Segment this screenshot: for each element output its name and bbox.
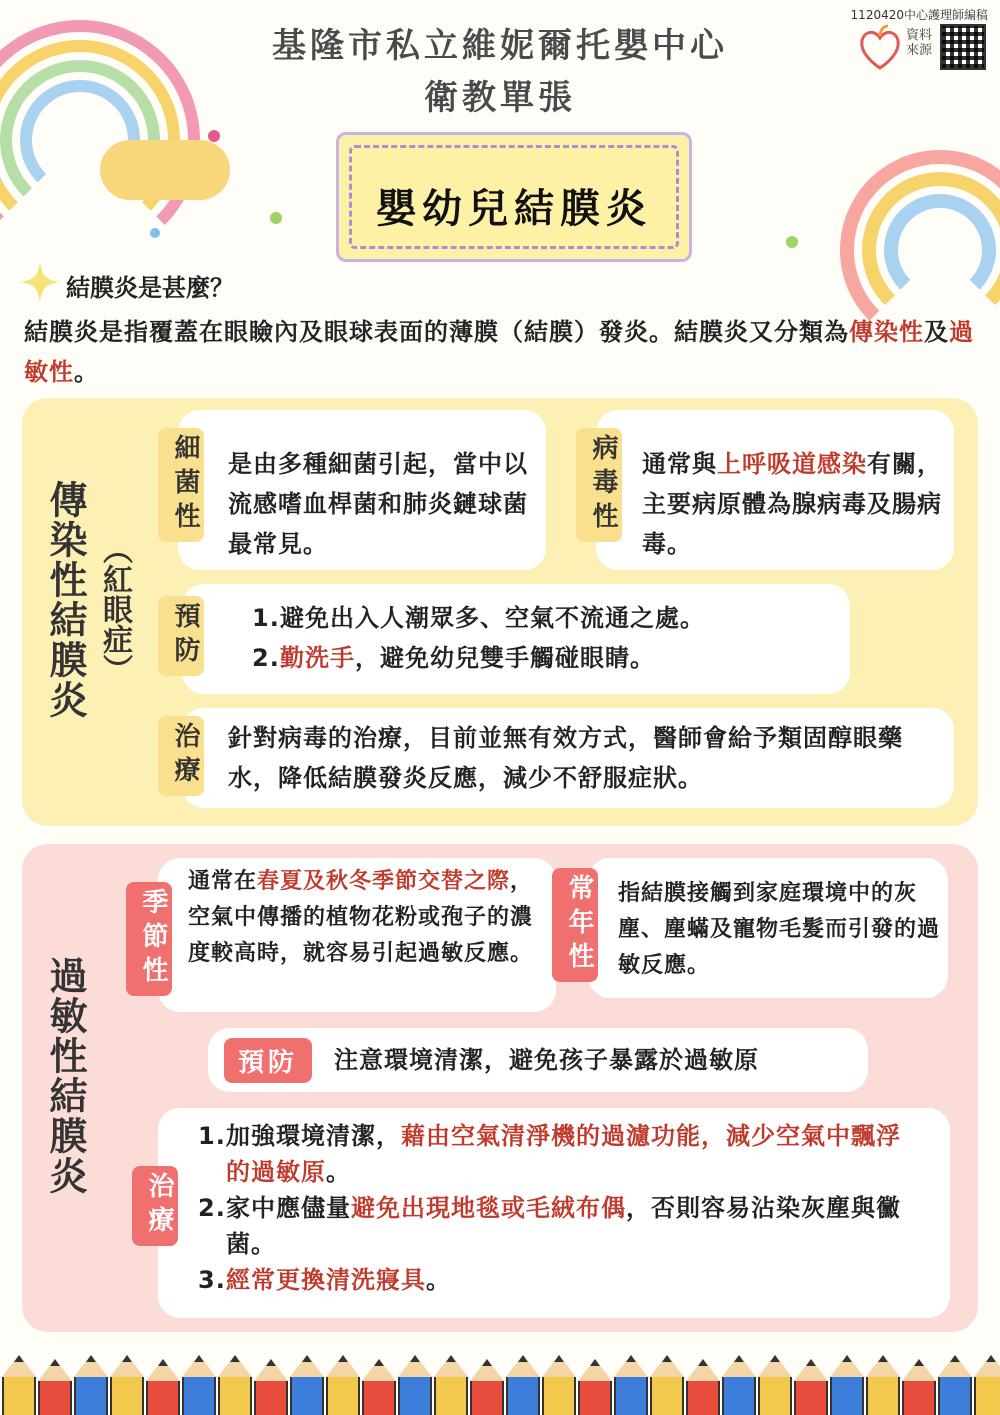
- pencil-icon: [182, 1355, 216, 1415]
- viral-card: [588, 410, 954, 570]
- decor-dot: [150, 228, 160, 238]
- pencil-icon: [2, 1355, 36, 1415]
- intro-paragraph: [24, 312, 974, 392]
- viral-tag: 病毒性: [576, 428, 622, 542]
- sparkle-icon: [20, 262, 60, 302]
- pencil-icon: [38, 1359, 72, 1415]
- allergic-treatment-tag: 治療: [132, 1166, 178, 1246]
- item-text: 家中應儘量: [226, 1194, 351, 1222]
- infectious-treatment-tag: 治療: [158, 716, 204, 796]
- intro-highlight-infectious: 傳染性: [849, 318, 924, 346]
- pencil-icon: [866, 1355, 900, 1415]
- infectious-prevention-card: [170, 584, 850, 694]
- source-block: [858, 24, 988, 80]
- heart-apple-icon: [858, 24, 902, 74]
- allergic-prevention-card: [208, 1028, 868, 1092]
- pencil-icon: [938, 1355, 972, 1415]
- list-item: [198, 1190, 920, 1262]
- infectious-title: 傳染性結膜炎: [43, 480, 87, 720]
- allergic-treatment-list: [198, 1118, 920, 1298]
- list-item: [252, 638, 842, 678]
- decor-dot: [270, 212, 282, 224]
- seasonal-text: [188, 864, 542, 972]
- pencil-icon: [254, 1359, 288, 1415]
- infectious-prevention-tag: 預防: [158, 596, 204, 676]
- pencil-icon: [74, 1355, 108, 1415]
- title-banner: [336, 132, 692, 262]
- intro-text: 結膜炎是指覆蓋在眼瞼內及眼球表面的薄膜（結膜）發炎。結膜炎又分類為: [24, 318, 849, 346]
- item-number: 2.: [252, 644, 280, 672]
- pencil-icon: [722, 1355, 756, 1415]
- pencil-icon: [290, 1355, 324, 1415]
- perennial-tag: 常年性: [552, 868, 598, 982]
- allergic-title: 過敏性結膜炎: [43, 956, 87, 1196]
- pencil-icon: [578, 1359, 612, 1415]
- item-number: 3.: [198, 1266, 226, 1294]
- intro-text: 及: [924, 318, 949, 346]
- pencil-icon: [146, 1359, 180, 1415]
- intro-heading: 結膜炎是甚麼？: [66, 274, 234, 302]
- doc-subtitle: 衛教單張: [424, 78, 576, 118]
- pencil-icon: [794, 1359, 828, 1415]
- item-text: 。: [426, 1266, 451, 1294]
- seasonal-card: [138, 858, 556, 1012]
- pencil-icon: [686, 1359, 720, 1415]
- seasonal-highlight: 春夏及秋冬季節交替之際: [257, 869, 511, 894]
- infectious-treatment-text: 針對病毒的治療，目前並無有效方式，醫師會給予類固醇眼藥水，降低結膜發炎反應，減少不舒服症狀。: [228, 724, 903, 792]
- pencil-icon: [434, 1355, 468, 1415]
- pencil-icon: [362, 1359, 396, 1415]
- intro-highlight-allergic: 過敏性: [24, 318, 974, 386]
- pencil-icon: [398, 1355, 432, 1415]
- source-label: 資料來源: [906, 28, 933, 58]
- item-highlight: 避免出現地毯或毛絨布偶: [351, 1194, 626, 1222]
- qr-code-icon[interactable]: [940, 24, 986, 70]
- item-text: 避免出入人潮眾多、空氣不流通之處。: [280, 604, 705, 632]
- perennial-card: [564, 858, 948, 998]
- seasonal-tag: 季節性: [126, 882, 172, 996]
- org-title: 基隆市私立維妮爾托嬰中心: [272, 26, 728, 66]
- list-item: [252, 598, 842, 638]
- main-title: 嬰幼兒結膜炎: [376, 186, 652, 232]
- allergic-prevention-tag: 預防: [224, 1038, 312, 1083]
- intro-text: 。: [74, 358, 99, 386]
- pencil-icon: [218, 1355, 252, 1415]
- pencil-icon: [110, 1355, 144, 1415]
- seasonal-text-start: 通常在: [188, 869, 258, 894]
- item-highlight: 勤洗手: [280, 644, 355, 672]
- viral-highlight: 上呼吸道感染: [717, 450, 867, 478]
- item-text: ，避免幼兒雙手觸碰眼睛。: [355, 644, 655, 672]
- viral-text-start: 通常與: [642, 450, 717, 478]
- decor-dot: [786, 236, 798, 248]
- bacterial-card: [170, 410, 546, 570]
- item-text: 。: [326, 1158, 351, 1186]
- perennial-text: 指結膜接觸到家庭環境中的灰塵、塵蟎及寵物毛髮而引發的過敏反應。: [618, 881, 941, 978]
- item-text: ，否則容易沾染灰塵與黴菌。: [226, 1194, 901, 1258]
- bacterial-tag: 細菌性: [158, 428, 204, 542]
- pencil-icon: [614, 1355, 648, 1415]
- list-item: [198, 1118, 920, 1190]
- pencil-icon: [830, 1355, 864, 1415]
- item-number: 1.: [252, 604, 280, 632]
- item-highlight: 經常更換清洗寢具: [226, 1266, 426, 1294]
- editor-note: 1120420中心護理師編稿: [850, 8, 988, 22]
- seasonal-text-end: ，空氣中傳播的植物花粉或孢子的濃度較高時，就容易引起過敏反應。: [188, 869, 534, 966]
- pencil-icon: [902, 1359, 936, 1415]
- infectious-prevention-list: [252, 598, 842, 678]
- bacterial-text: 是由多種細菌引起，當中以流感嗜血桿菌和肺炎鏈球菌最常見。: [228, 450, 528, 558]
- viral-text-end: 有關，主要病原體為腺病毒及腸病毒。: [642, 450, 942, 558]
- pencil-icon: [326, 1355, 360, 1415]
- item-text: 加強環境清潔，: [226, 1122, 401, 1150]
- pencil-icon: [974, 1355, 1000, 1415]
- item-highlight: 藉由空氣清淨機的過濾功能，減少空氣中飄浮的過敏原: [226, 1122, 901, 1186]
- allergic-prevention-text: 注意環境清潔，避免孩子暴露於過敏原: [334, 1046, 759, 1074]
- allergic-treatment-card: [144, 1108, 950, 1318]
- allergic-section: [22, 844, 978, 1332]
- viral-text: [642, 444, 942, 564]
- infectious-treatment-card: [170, 708, 954, 808]
- item-number: 2.: [198, 1194, 226, 1222]
- list-item: [198, 1262, 920, 1298]
- pencil-icon: [542, 1355, 576, 1415]
- pencil-icon: [470, 1359, 504, 1415]
- infectious-subtitle: （紅眼症）: [97, 534, 132, 684]
- pencil-border-decoration: [0, 1351, 1000, 1415]
- item-number: 1.: [198, 1122, 226, 1150]
- infectious-section: [22, 398, 978, 826]
- decor-dot: [208, 130, 220, 142]
- pencil-icon: [758, 1355, 792, 1415]
- pencil-icon: [650, 1355, 684, 1415]
- pencil-icon: [506, 1355, 540, 1415]
